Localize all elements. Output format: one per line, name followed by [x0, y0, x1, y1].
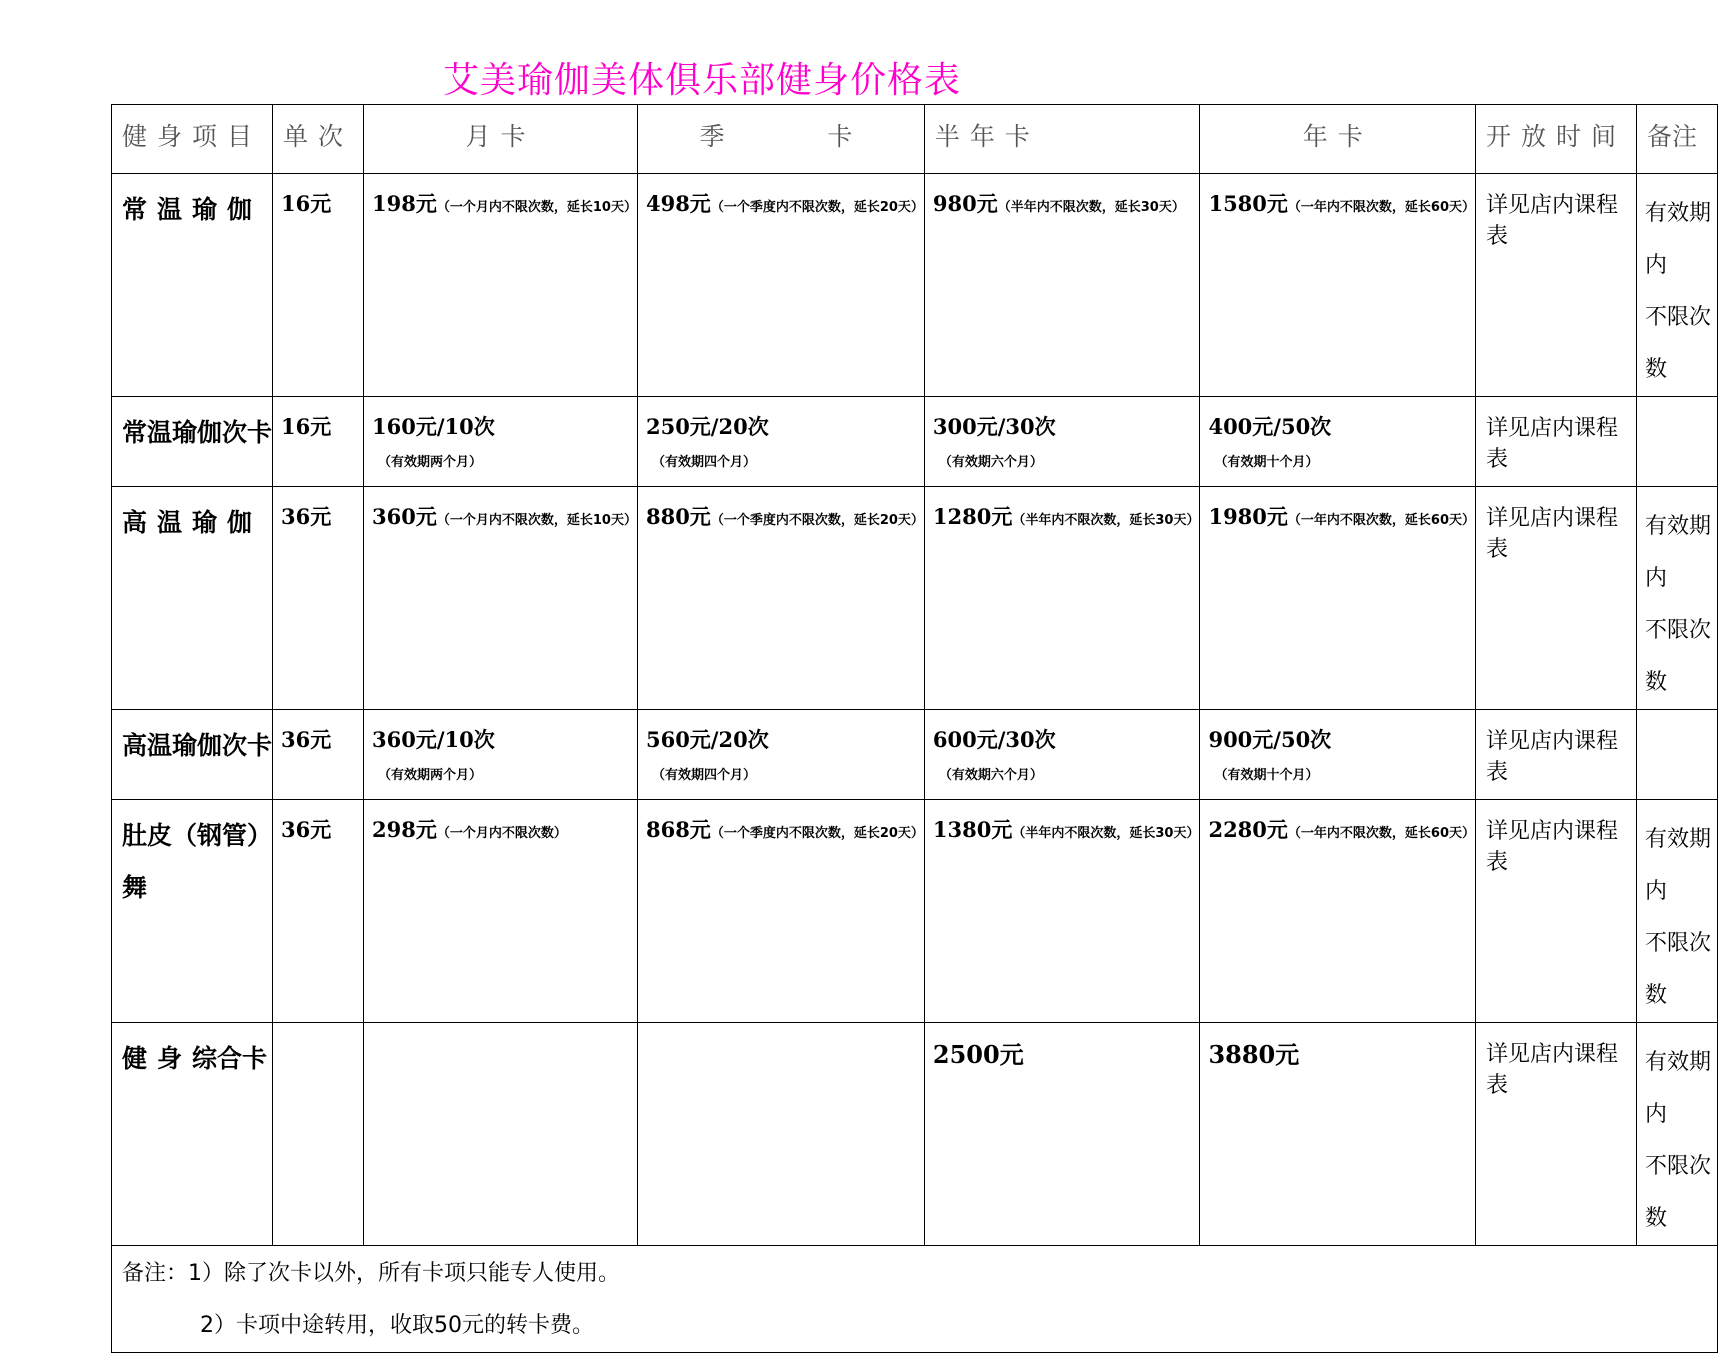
- header-hours-cell: [1476, 105, 1637, 174]
- month-cell: [364, 800, 638, 1023]
- hours-cell: [1476, 487, 1637, 710]
- season-price: 498元（一个季度内不限次数，延长20天）: [645, 191, 924, 216]
- note-2: 2）卡项中途转用，收取50元的转卡费。: [200, 1313, 594, 1338]
- half-year-cell: [924, 800, 1200, 1023]
- season-price: 560元/20次: [645, 727, 769, 752]
- year-cell: [1200, 1023, 1476, 1246]
- year-cell: [1200, 397, 1476, 487]
- header-single-cell: [273, 105, 364, 174]
- year-price: 1580元（一年内不限次数，延长60天）: [1208, 191, 1475, 216]
- item-name: 高温瑜伽: [122, 508, 263, 537]
- year-validity: （有效期十个月）: [1214, 768, 1319, 783]
- year-price: 1980元（一年内不限次数，延长60天）: [1208, 504, 1475, 529]
- hours-cell: [1476, 1023, 1637, 1246]
- item-cell: [112, 174, 273, 397]
- header-season-cell: [637, 105, 924, 174]
- month-price: 298元（一个月内不限次数）: [372, 817, 567, 842]
- month-price: 360元/10次: [372, 727, 495, 752]
- notes-cell: [112, 1246, 1718, 1353]
- price-table: [111, 104, 1718, 1353]
- season-cell: [637, 397, 924, 487]
- item-name: 常温瑜伽次卡: [122, 418, 273, 447]
- table-row: [112, 487, 1718, 710]
- half-year-price: 1380元（半年内不限次数，延长30天）: [932, 817, 1200, 842]
- item-cell: [112, 800, 273, 1023]
- table-row: [112, 800, 1718, 1023]
- year-price: 900元/50次: [1208, 727, 1332, 752]
- item-name: 健身综合卡: [122, 1044, 268, 1073]
- single-cell: [273, 710, 364, 800]
- header-hours: 开放时间: [1486, 122, 1627, 151]
- header-half-year-cell: [924, 105, 1200, 174]
- season-cell: [637, 487, 924, 710]
- half-year-price: 980元（半年内不限次数，延长30天）: [932, 191, 1185, 216]
- note-1: 备注：1）除了次卡以外，所有卡项只能专人使用。: [122, 1261, 620, 1286]
- open-hours: 详见店内课程表: [1486, 506, 1619, 562]
- header-year-cell: [1200, 105, 1476, 174]
- single-cell: [273, 487, 364, 710]
- single-price: 36元: [281, 504, 332, 529]
- item-cell: [112, 397, 273, 487]
- single-price: 36元: [281, 817, 332, 842]
- half-year-validity: （有效期六个月）: [938, 455, 1043, 470]
- remark: 有效期内 不限次数: [1645, 1050, 1712, 1231]
- remark-cell: [1637, 800, 1718, 1023]
- half-year-cell: [924, 397, 1200, 487]
- header-remark-cell: [1637, 105, 1718, 174]
- single-cell: [273, 800, 364, 1023]
- item-name: 常温瑜伽: [122, 195, 263, 224]
- season-price: 880元（一个季度内不限次数，延长20天）: [645, 504, 924, 529]
- table-row: [112, 710, 1718, 800]
- half-year-cell: [924, 1023, 1200, 1246]
- month-price: 360元（一个月内不限次数，延长10天）: [372, 504, 637, 529]
- season-price: 250元/20次: [645, 414, 769, 439]
- header-remark: 备 注: [1647, 122, 1698, 151]
- month-cell: [364, 487, 638, 710]
- remark-cell: [1637, 1023, 1718, 1246]
- header-half-year: 半年卡: [934, 122, 1040, 151]
- season-validity: （有效期四个月）: [651, 768, 756, 783]
- header-year: 年卡: [1302, 122, 1373, 151]
- half-year-validity: （有效期六个月）: [938, 768, 1043, 783]
- season-validity: （有效期四个月）: [651, 455, 756, 470]
- half-year-cell: [924, 710, 1200, 800]
- open-hours: 详见店内课程表: [1486, 819, 1619, 875]
- season-cell: [637, 1023, 924, 1246]
- year-cell: [1200, 174, 1476, 397]
- notes-row: [112, 1246, 1718, 1353]
- single-cell: [273, 1023, 364, 1246]
- header-season: 季 卡: [699, 122, 853, 151]
- header-month-cell: [364, 105, 638, 174]
- item-cell: [112, 1023, 273, 1246]
- month-price: 198元（一个月内不限次数，延长10天）: [372, 191, 637, 216]
- half-year-cell: [924, 487, 1200, 710]
- month-cell: [364, 1023, 638, 1246]
- year-cell: [1200, 487, 1476, 710]
- single-price: 16元: [281, 191, 332, 216]
- hours-cell: [1476, 710, 1637, 800]
- item-name: 高温瑜伽次卡: [122, 731, 273, 760]
- month-validity: （有效期两个月）: [378, 455, 483, 470]
- open-hours: 详见店内课程表: [1486, 416, 1619, 472]
- item-cell: [112, 710, 273, 800]
- season-cell: [637, 800, 924, 1023]
- single-price: 36元: [281, 727, 332, 752]
- year-price: 2280元（一年内不限次数，延长60天）: [1208, 817, 1475, 842]
- year-price: 3880元: [1208, 1040, 1300, 1069]
- half-year-price: 1280元（半年内不限次数，延长30天）: [932, 504, 1200, 529]
- remark: 有效期内 不限次数: [1645, 827, 1712, 1008]
- month-validity: （有效期两个月）: [378, 768, 483, 783]
- remark-cell: [1637, 710, 1718, 800]
- remark-cell: [1637, 174, 1718, 397]
- header-row: [112, 105, 1718, 174]
- single-cell: [273, 174, 364, 397]
- month-cell: [364, 397, 638, 487]
- remark-cell: [1637, 397, 1718, 487]
- month-price: 160元/10次: [372, 414, 495, 439]
- month-cell: [364, 174, 638, 397]
- remark: 有效期内 不限次数: [1645, 514, 1712, 695]
- year-cell: [1200, 710, 1476, 800]
- month-cell: [364, 710, 638, 800]
- open-hours: 详见店内课程表: [1486, 193, 1619, 249]
- half-year-price: 300元/30次: [932, 414, 1056, 439]
- single-price: 16元: [281, 414, 332, 439]
- year-validity: （有效期十个月）: [1214, 455, 1319, 470]
- header-month: 月卡: [465, 122, 536, 151]
- hours-cell: [1476, 174, 1637, 397]
- item-cell: [112, 487, 273, 710]
- page-title: 艾美瑜伽美体俱乐部健身价格表: [442, 60, 961, 101]
- half-year-price: 600元/30次: [932, 727, 1056, 752]
- season-cell: [637, 710, 924, 800]
- table-row: [112, 1023, 1718, 1246]
- header-item: 健身项目: [122, 122, 263, 151]
- season-cell: [637, 174, 924, 397]
- open-hours: 详见店内课程表: [1486, 729, 1619, 785]
- year-price: 400元/50次: [1208, 414, 1332, 439]
- table-row: [112, 397, 1718, 487]
- table-row: [112, 174, 1718, 397]
- single-cell: [273, 397, 364, 487]
- season-price: 868元（一个季度内不限次数，延长20天）: [645, 817, 924, 842]
- half-year-cell: [924, 174, 1200, 397]
- remark: 有效期内 不限次数: [1645, 201, 1712, 382]
- item-name: 肚皮（钢管） 舞: [122, 821, 273, 902]
- header-item-cell: [112, 105, 273, 174]
- hours-cell: [1476, 800, 1637, 1023]
- remark-cell: [1637, 487, 1718, 710]
- open-hours: 详见店内课程表: [1486, 1042, 1619, 1098]
- half-year-price: 2500元: [932, 1040, 1024, 1069]
- hours-cell: [1476, 397, 1637, 487]
- header-single: 单次: [283, 122, 354, 151]
- year-cell: [1200, 800, 1476, 1023]
